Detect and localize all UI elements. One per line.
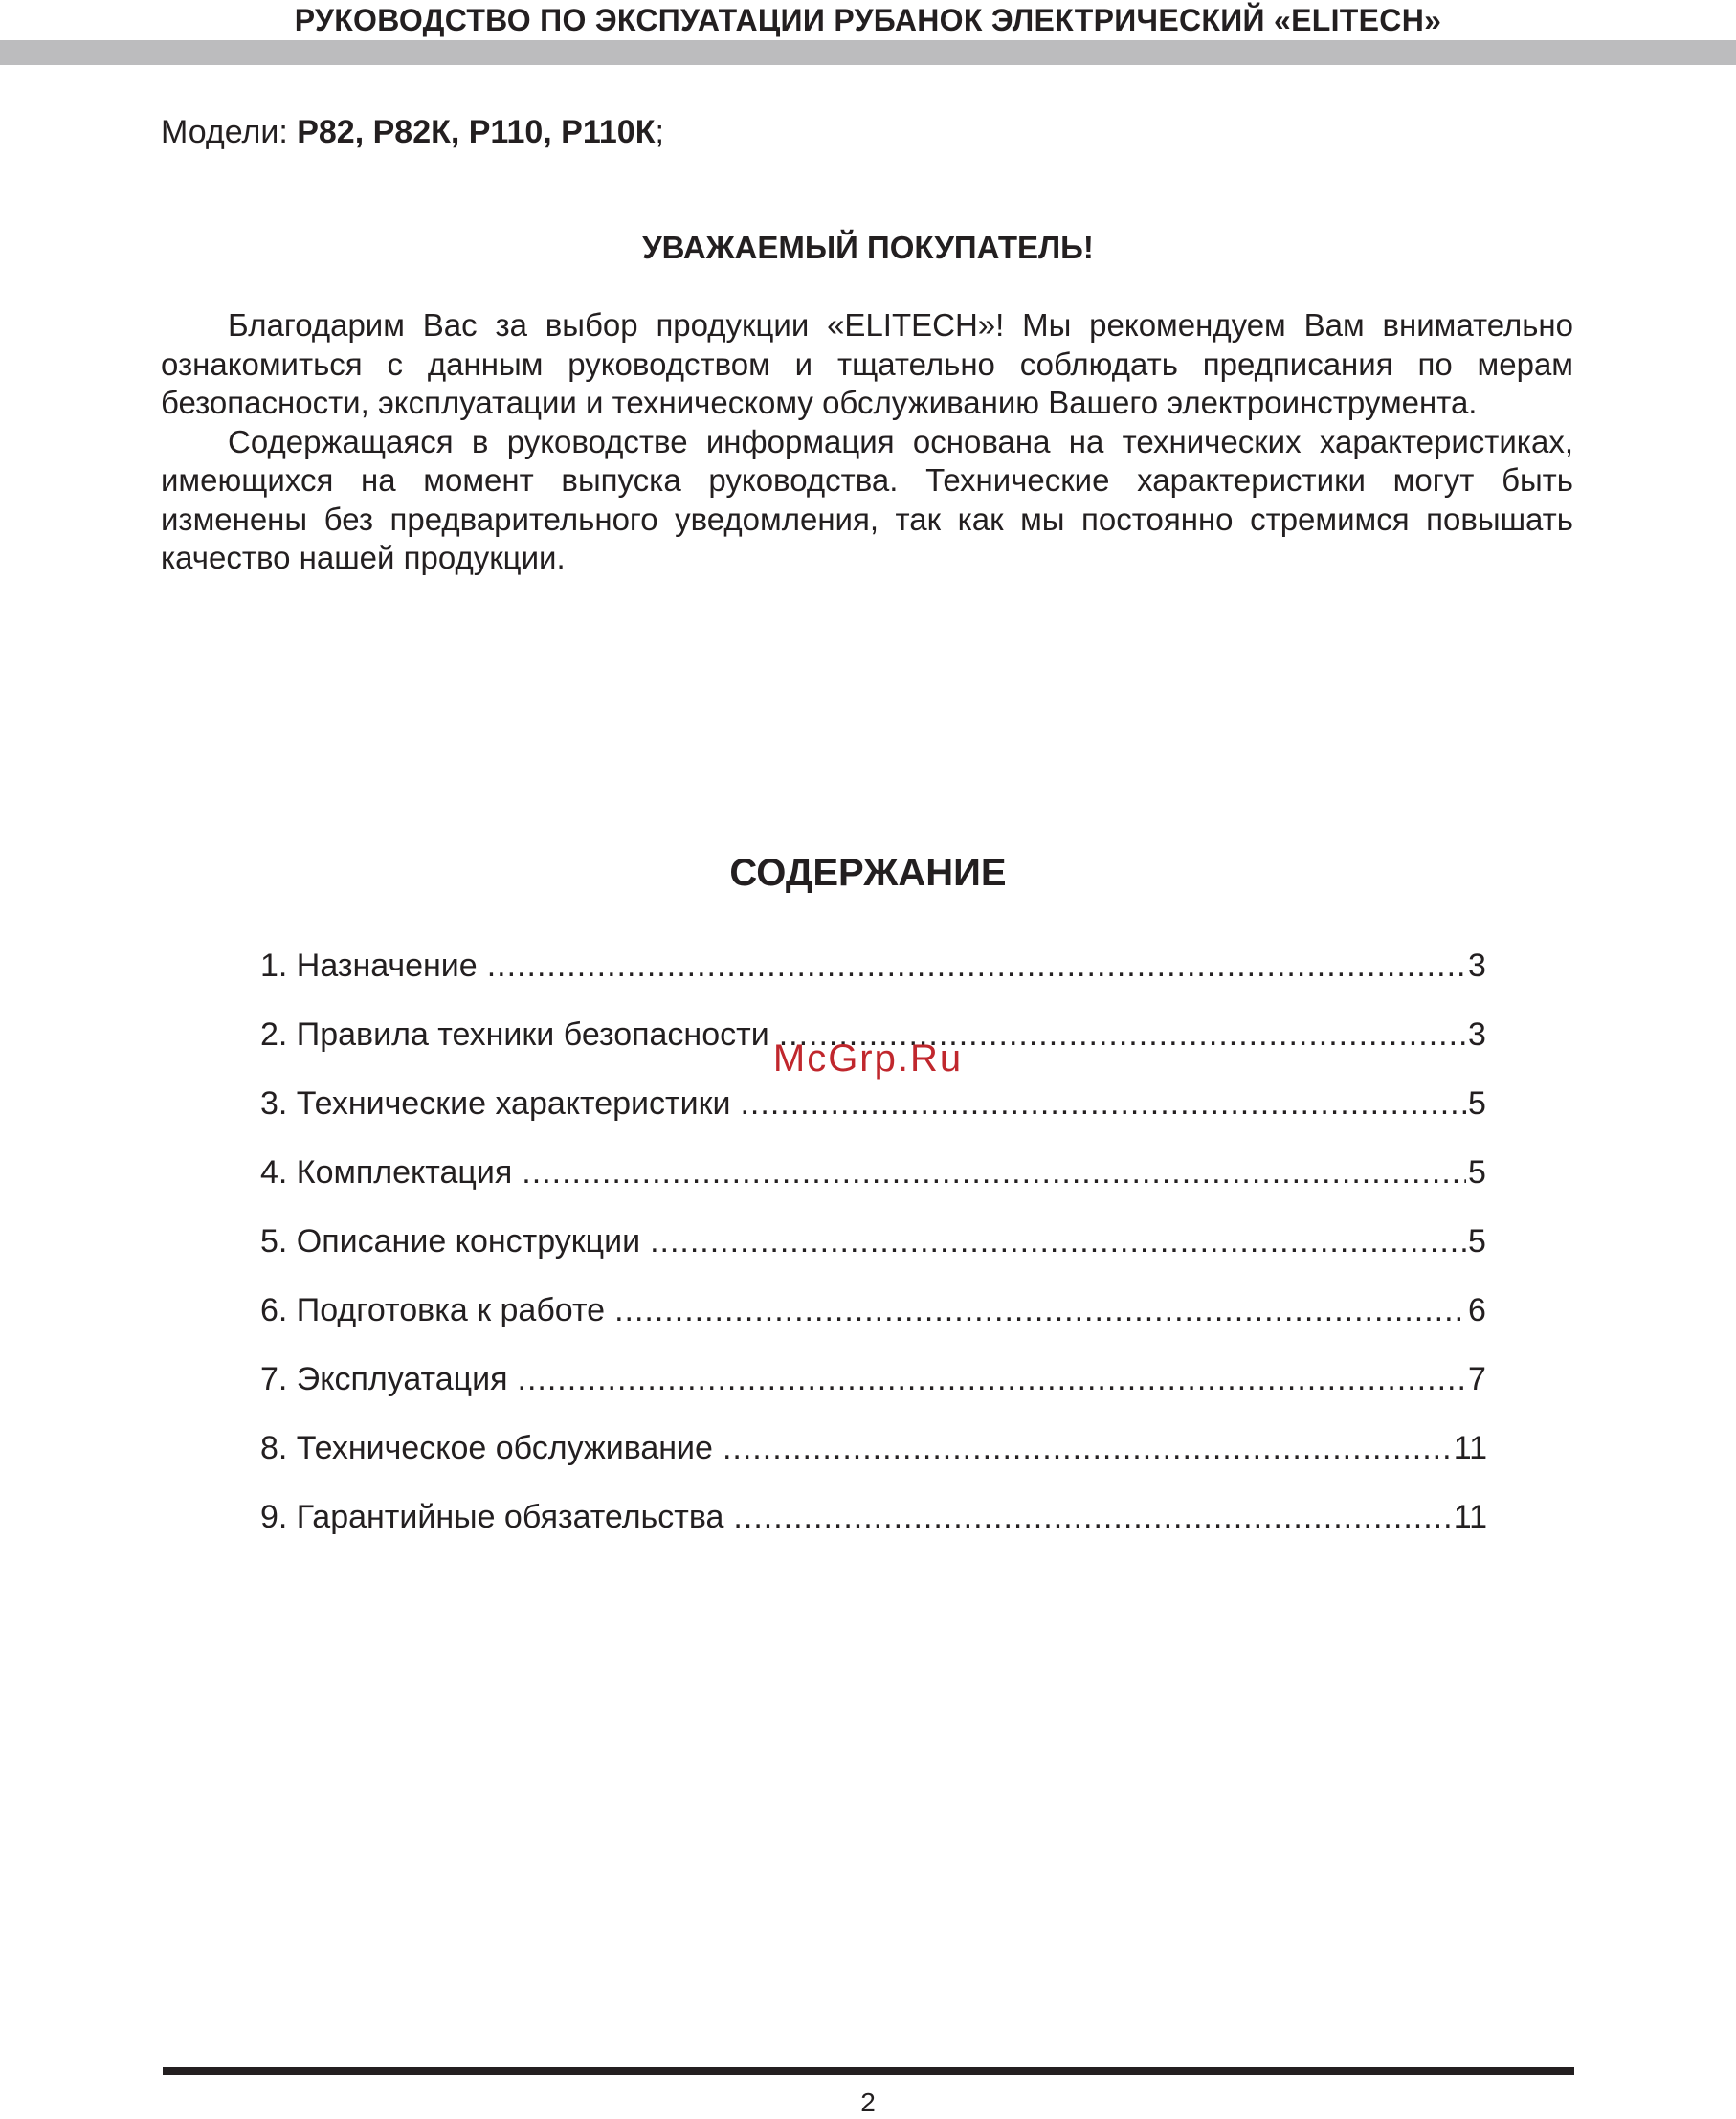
toc-leader-dots: [518, 1354, 1466, 1404]
toc-item-label: 7. Эксплуатация: [260, 1361, 508, 1397]
toc-leader-dots: [614, 1285, 1466, 1335]
toc-item: [260, 1423, 1487, 1492]
intro-paragraph: Благодарим Вас за выбор продукции «ELITECH»! Мы рекомендуем Вам внимательно ознакомиться с данным руководством и тщательно соблюдать предписания по мерам безопасности, эксплуатации и техническому обслуживанию Вашего электроинструмента.: [161, 307, 1573, 420]
toc-leader-dots: [723, 1423, 1452, 1473]
toc-item-page: 5: [1468, 1085, 1486, 1122]
watermark-text: McGrp.Ru: [772, 1037, 964, 1080]
toc-item: [260, 1079, 1487, 1148]
toc-leader-dots: [733, 1492, 1451, 1542]
header-bar: [0, 40, 1736, 65]
toc-item: [260, 1216, 1487, 1285]
toc-item-page: 3: [1468, 1016, 1486, 1053]
toc-item: [260, 1285, 1487, 1354]
toc-item-page: 5: [1468, 1223, 1486, 1260]
toc-item-page: 5: [1468, 1154, 1486, 1191]
toc-item-label: 5. Описание конструкции: [260, 1223, 641, 1260]
toc-item: [260, 1492, 1487, 1561]
toc-item-label: 9. Гарантийные обязательства: [260, 1499, 724, 1535]
header-title: РУКОВОДСТВО ПО ЭКСПУАТАЦИИ РУБАНОК ЭЛЕКТРИЧЕСКИЙ «ELITECH»: [294, 3, 1442, 37]
toc-item-label: 6. Подготовка к работе: [260, 1292, 606, 1328]
toc-item-label: 2. Правила техники безопасности: [260, 1016, 769, 1053]
page-number: 2: [860, 2087, 876, 2117]
toc-leader-dots: [522, 1148, 1466, 1197]
footer-divider: [163, 2067, 1574, 2075]
toc-leader-dots: [740, 1079, 1466, 1128]
models-label: Модели:: [161, 114, 298, 150]
models-suffix: ;: [655, 114, 664, 150]
toc-heading: СОДЕРЖАНИЕ: [729, 852, 1007, 894]
toc-item-label: 3. Технические характеристики: [260, 1085, 731, 1122]
greeting-heading: УВАЖАЕМЫЙ ПОКУПАТЕЛЬ!: [642, 230, 1094, 265]
intro-paragraph: Содержащаяся в руководстве информация основана на технических характеристиках, имеющихся на момент выпуска руководства. Технические характеристики могут быть изменены без предварительного уведомления, так как мы постоянно стремимся повышать качество нашей продукции.: [161, 423, 1573, 575]
toc-item-label: 4. Комплектация: [260, 1154, 513, 1191]
toc-leader-dots: [650, 1216, 1466, 1266]
models-line: [161, 110, 664, 154]
toc-item-page: 7: [1468, 1361, 1486, 1397]
toc-item: [260, 941, 1487, 1010]
toc-item: [260, 1148, 1487, 1216]
toc-item-label: 8. Техническое обслуживание: [260, 1430, 713, 1466]
toc-item-page: 11: [1453, 1430, 1487, 1466]
toc-item-page: 11: [1453, 1499, 1487, 1535]
toc-leader-dots: [487, 941, 1466, 991]
models-values: Р82, Р82К, Р110, Р110К: [297, 114, 656, 150]
toc-item-page: 3: [1468, 948, 1486, 984]
toc-item-label: 1. Назначение: [260, 948, 478, 984]
toc-item: [260, 1354, 1487, 1423]
intro-text: [161, 306, 1573, 578]
toc-item-page: 6: [1468, 1292, 1486, 1328]
